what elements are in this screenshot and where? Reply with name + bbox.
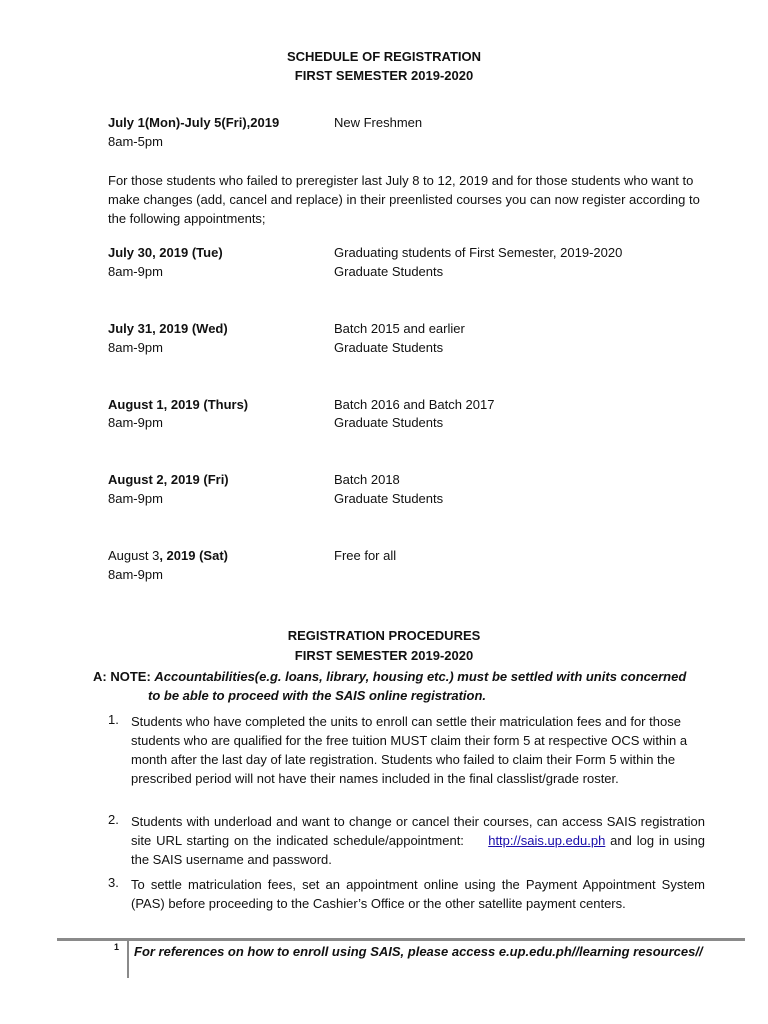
appointment-time: 8am-9pm [108, 340, 163, 355]
step-1-text: Students who have completed the units to enroll can settle their matriculation fees and for those students who are qualified for the free tuition MUST claim their form 5 at respective OCS within a month after the last day of late registration. Students who failed to claim their Form 5 within the prescribed period will not have their names included in the final classlist/grade roster. [131, 714, 688, 786]
freshmen-time: 8am-5pm [108, 134, 163, 149]
appointment-date: July 31, 2019 (Wed) [108, 321, 228, 336]
appointment-date: July 30, 2019 (Tue) [108, 245, 223, 260]
appointment-time: 8am-9pm [108, 567, 163, 582]
appointment-time: 8am-9pm [108, 264, 163, 279]
note-label: A: NOTE: [93, 669, 155, 684]
procedures-title: REGISTRATION PROCEDURES [287, 628, 481, 643]
note-line-2: to be able to proceed with the SAIS online registration. [148, 688, 487, 703]
schedule-subtitle: FIRST SEMESTER 2019-2020 [294, 68, 474, 83]
appointment-group: Free for all [334, 548, 397, 563]
intro-paragraph: For those students who failed to preregister last July 8 to 12, 2019 and for those students who want to make changes (add, cancel and replace) in their preenlisted courses you can now register according to the following appointments; [108, 173, 700, 226]
schedule-title: SCHEDULE OF REGISTRATION [286, 49, 482, 64]
appointment-date: August 1, 2019 (Thurs) [108, 397, 249, 412]
appointment-group-secondary: Graduate Students [334, 340, 444, 355]
appointment-time: 8am-9pm [108, 491, 163, 506]
footnote-mark: 1 [114, 942, 120, 952]
freshmen-group: New Freshmen [334, 115, 423, 130]
step-2-tail: and log in using the SAIS username and password. [131, 833, 705, 867]
appointment-group-secondary: Graduate Students [334, 415, 444, 430]
footnote-vertical-rule [127, 938, 129, 978]
procedures-subtitle: FIRST SEMESTER 2019-2020 [294, 648, 474, 663]
step-3-text: To settle matriculation fees, set an appointment online using the Payment Appointment System (PAS) before proceeding to the Cashier’s Office or the other satellite payment centers. [131, 877, 705, 911]
appointment-group-secondary: Graduate Students [334, 491, 444, 506]
appointment-group: Graduating students of First Semester, 2019-2020 [334, 245, 623, 260]
appointment-date: August 3, 2019 (Sat) [108, 548, 228, 563]
appointment-group: Batch 2018 [334, 472, 400, 487]
appointment-group: Batch 2015 and earlier [334, 321, 465, 336]
footnote-rule [57, 938, 745, 941]
footnote-text: For references on how to enroll using SAIS, please access e.up.edu.ph//learning resources// [134, 944, 703, 959]
step-2-text [131, 812, 705, 869]
freshmen-date: July 1(Mon)-July 5(Fri),2019 [108, 115, 280, 130]
appointment-time: 8am-9pm [108, 415, 163, 430]
note-line-1: Accountabilities(e.g. loans, library, housing etc.) must be settled with units concerned [154, 669, 687, 684]
note [93, 669, 686, 684]
appointment-group-secondary: Graduate Students [334, 264, 444, 279]
sais-link[interactable]: http://sais.up.edu.ph [488, 833, 606, 848]
step-2-number: 2. [108, 812, 119, 827]
appointment-group: Batch 2016 and Batch 2017 [334, 397, 495, 412]
step-2-body: Students with underload and want to change or cancel their courses, can access SAIS registration site URL starting on the indicated schedule/appointment: [131, 814, 705, 848]
appointment-date: August 2, 2019 (Fri) [108, 472, 229, 487]
step-3-number: 3. [108, 875, 119, 890]
step-1-number: 1. [108, 712, 119, 727]
